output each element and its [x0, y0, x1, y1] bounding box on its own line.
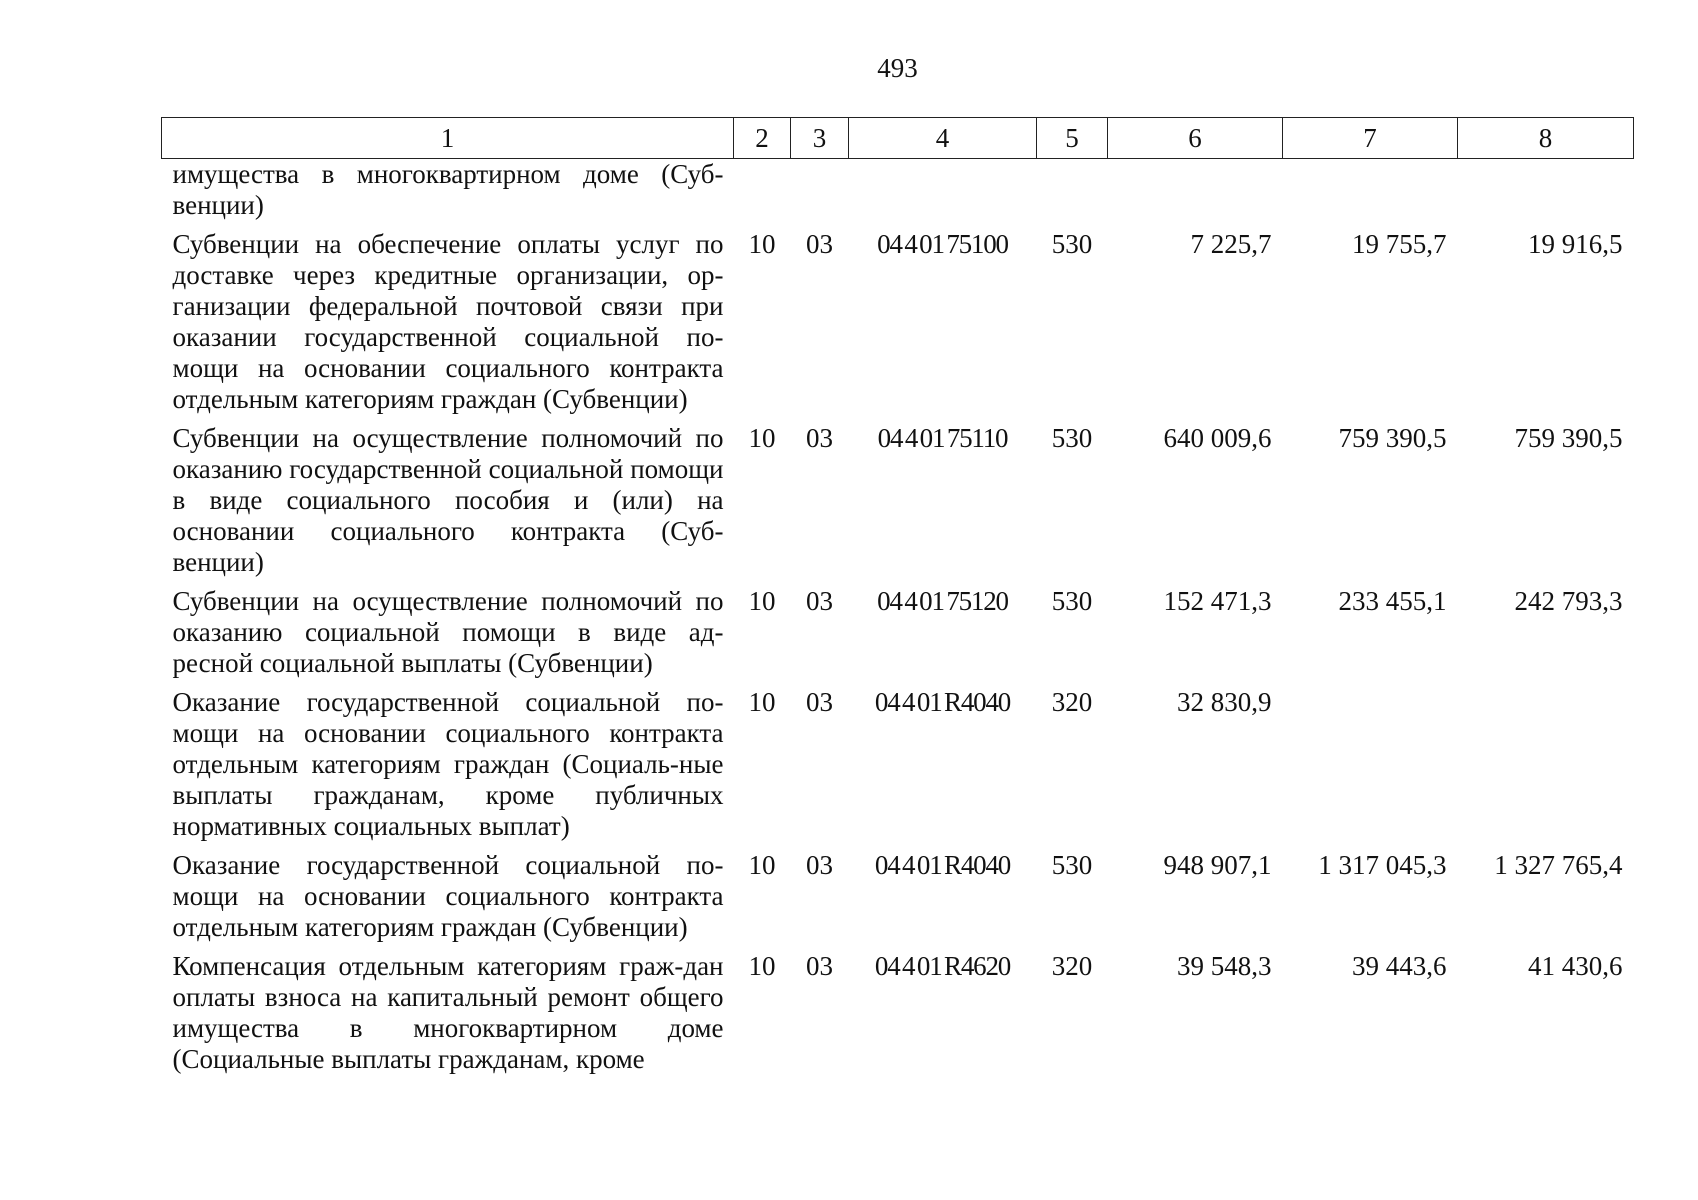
row-description: Субвенции на осуществление полномочий по оказанию социальной помощи в виде ад-ресной социальной выплаты (Субвенции): [172, 586, 724, 678]
section-code: 10: [748, 850, 776, 880]
target-article-code: [849, 159, 1037, 230]
page-number: 493: [877, 53, 918, 83]
target-article-code: 04 4 01 75100: [877, 229, 1008, 259]
target-article-code: 04 4 01 R4620: [874, 951, 1011, 981]
expense-type-code: 530: [1051, 850, 1093, 880]
column-header: 6: [1108, 118, 1283, 159]
subsection-code: 03: [806, 423, 833, 453]
target-article-code: 04 4 01 75110: [877, 423, 1008, 453]
row-description: имущества в многоквартирном доме (Суб-венции): [172, 159, 724, 220]
subsection-code: [791, 159, 849, 230]
section-code: 10: [748, 586, 776, 616]
amount-col-7: [1283, 159, 1458, 230]
amount-col-6: [1108, 159, 1283, 230]
table-row: [162, 159, 1634, 230]
amount-col-7: 19 755,7: [1352, 229, 1447, 259]
expense-type-code: [1037, 159, 1108, 230]
expense-type-code: 530: [1051, 423, 1093, 453]
target-article-code: 04 4 01 75120: [877, 586, 1008, 616]
expense-type-code: 320: [1051, 951, 1093, 981]
amount-col-8: [1458, 159, 1634, 230]
amount-col-7: 233 455,1: [1338, 586, 1447, 616]
amount-col-7: [1283, 687, 1458, 850]
amount-col-6: 152 471,3: [1163, 586, 1272, 616]
column-header: 7: [1283, 118, 1458, 159]
expense-type-code: 530: [1051, 229, 1093, 259]
table-row: [162, 586, 1634, 687]
column-header: 4: [849, 118, 1037, 159]
header-row: [162, 118, 1634, 159]
expense-type-code: 530: [1051, 586, 1093, 616]
subsection-code: 03: [806, 229, 833, 259]
subsection-code: 03: [806, 586, 833, 616]
amount-col-8: 1 327 765,4: [1494, 850, 1623, 880]
target-article-code: 04 4 01 R4040: [874, 850, 1011, 880]
column-header: 2: [734, 118, 791, 159]
amount-col-8: 242 793,3: [1514, 586, 1623, 616]
table-row: [162, 423, 1634, 586]
amount-col-7: 759 390,5: [1338, 423, 1447, 453]
section-code: 10: [748, 423, 776, 453]
table-header: [162, 118, 1634, 159]
table-row: [162, 850, 1634, 951]
column-header: 5: [1037, 118, 1108, 159]
column-header: 3: [791, 118, 849, 159]
amount-col-6: 640 009,6: [1163, 423, 1272, 453]
subsection-code: 03: [806, 687, 833, 717]
amount-col-7: 39 443,6: [1352, 951, 1447, 981]
column-header: 1: [162, 118, 734, 159]
subsection-code: 03: [806, 951, 833, 981]
amount-col-8: [1458, 687, 1634, 850]
amount-col-8: 19 916,5: [1528, 229, 1623, 259]
budget-table: [161, 117, 1634, 1083]
column-header: 8: [1458, 118, 1634, 159]
section-code: [734, 159, 791, 230]
expense-type-code: 320: [1051, 687, 1093, 717]
subsection-code: 03: [806, 850, 833, 880]
row-description: Оказание государственной социальной по-мощи на основании социального контракта отдельным категориям граждан (Социаль-ные выплаты гражданам, кроме публичных нормативных социальных выплат): [172, 687, 724, 841]
row-description: Оказание государственной социальной по-мощи на основании социального контракта отдельным категориям граждан (Субвенции): [172, 850, 724, 942]
table-row: [162, 229, 1634, 423]
amount-col-8: 41 430,6: [1528, 951, 1623, 981]
amount-col-6: 7 225,7: [1190, 229, 1272, 259]
section-code: 10: [748, 687, 776, 717]
row-description: Субвенции на обеспечение оплаты услуг по доставке через кредитные организации, ор-ганизации федеральной почтовой связи при оказании государственной социальной по-мощи на основании социального контракта отдельным категориям граждан (Субвенции): [172, 229, 724, 414]
row-description: Субвенции на осуществление полномочий по оказанию государственной социальной помощи в виде социального пособия и (или) на основании социального контракта (Суб-венции): [172, 423, 724, 577]
table-row: [162, 687, 1634, 850]
amount-col-6: 948 907,1: [1163, 850, 1272, 880]
amount-col-6: 32 830,9: [1177, 687, 1272, 717]
amount-col-8: 759 390,5: [1514, 423, 1623, 453]
section-code: 10: [748, 229, 776, 259]
table-row: [162, 951, 1634, 1083]
section-code: 10: [748, 951, 776, 981]
target-article-code: 04 4 01 R4040: [874, 687, 1011, 717]
amount-col-6: 39 548,3: [1177, 951, 1272, 981]
row-description: Компенсация отдельным категориям граж-дан оплаты взноса на капитальный ремонт общего имущества в многоквартирном доме (Социальные выплаты гражданам, кроме: [172, 951, 724, 1074]
amount-col-7: 1 317 045,3: [1318, 850, 1447, 880]
